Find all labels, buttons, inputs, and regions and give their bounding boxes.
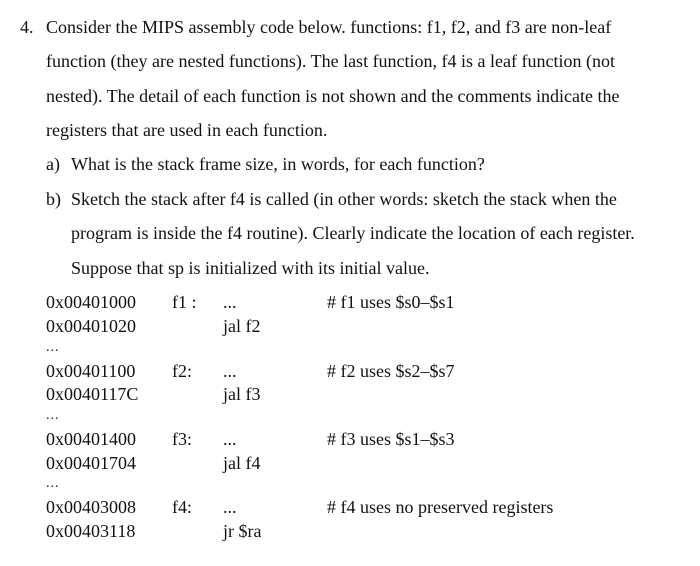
code-function-label: f3: [172,429,192,449]
code-address: 0x00401100 [46,361,136,381]
code-function-label: f4: [172,497,192,517]
code-instruction: jal f4 [223,453,261,473]
intro-line-1: Consider the MIPS assembly code below. functions: f1, f2, and f3 are non-leaf [46,17,612,37]
code-instruction: ... [223,292,237,312]
code-function-label: f2: [172,361,192,381]
code-instruction: jal f2 [223,316,261,336]
code-comment: # f1 uses $s0–$s1 [327,292,455,312]
code-address: 0x00403118 [46,521,136,541]
code-separator: ... [46,476,60,491]
part-a-text: What is the stack frame size, in words, for each function? [71,154,485,174]
part-b-line-1: Sketch the stack after f4 is called (in other words: sketch the stack when the [71,189,617,209]
code-comment: # f3 uses $s1–$s3 [327,429,455,449]
code-address: 0x00401400 [46,429,136,449]
code-instruction: jal f3 [223,384,261,404]
intro-line-4: registers that are used in each function. [46,120,328,140]
part-b-line-3: Suppose that sp is initialized with its initial value. [71,258,430,278]
code-instruction: jr $ra [223,521,262,541]
intro-line-2: function (they are nested functions). The last function, f4 is a leaf function (not [46,51,615,71]
code-separator: ... [46,340,60,355]
code-address: 0x00401704 [46,453,136,473]
code-address: 0x00401000 [46,292,136,312]
code-instruction: ... [223,429,237,449]
intro-line-3: nested). The detail of each function is not shown and the comments indicate the [46,86,620,106]
question-number: 4. [20,17,34,37]
part-b-label: b) [46,189,61,209]
code-address: 0x0040117C [46,384,139,404]
code-comment: # f2 uses $s2–$s7 [327,361,455,381]
code-comment: # f4 uses no preserved registers [327,497,554,517]
part-a-label: a) [46,154,60,174]
code-address: 0x00403008 [46,497,136,517]
code-separator: ... [46,408,60,423]
code-instruction: ... [223,361,237,381]
code-instruction: ... [223,497,237,517]
code-address: 0x00401020 [46,316,136,336]
code-function-label: f1 : [172,292,197,312]
part-b-line-2: program is inside the f4 routine). Clearly indicate the location of each register. [71,223,635,243]
